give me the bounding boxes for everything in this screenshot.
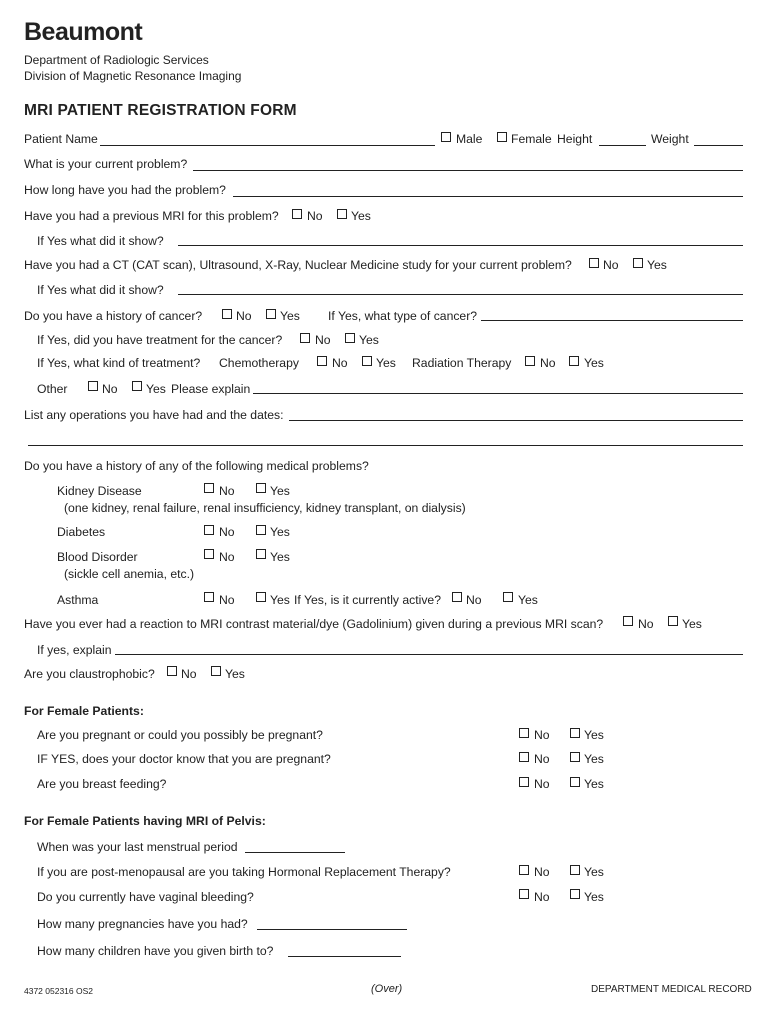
weight-field[interactable] [694,145,743,146]
doctor-know-yes-label: Yes [584,752,604,766]
doctor-know-yes-checkbox[interactable] [570,752,580,762]
prev-mri-yes-label: Yes [351,209,371,223]
asthma-yes-checkbox[interactable] [256,592,266,602]
current-problem-label: What is your current problem? [24,157,188,171]
doctor-know-no-label: No [534,752,550,766]
pregnancies-label: How many pregnancies have you had? [37,917,248,931]
reaction-explain-field[interactable] [115,654,743,655]
bleeding-no-checkbox[interactable] [519,889,529,899]
ct-show-field[interactable] [178,294,743,295]
asthma-no-label: No [219,593,235,607]
male-checkbox[interactable] [441,132,451,142]
reaction-no-label: No [638,617,654,631]
department-name: Department of Radiologic Services [24,53,209,67]
claustro-no-checkbox[interactable] [167,666,177,676]
pregnant-yes-label: Yes [584,728,604,742]
claustro-yes-checkbox[interactable] [211,666,221,676]
hrt-label: If you are post-menopausal are you taking Hormonal Replacement Therapy? [37,865,451,879]
female-section-heading: For Female Patients: [24,704,144,718]
chemo-yes-checkbox[interactable] [362,356,372,366]
other-yes-checkbox[interactable] [132,381,142,391]
pelvis-section-heading: For Female Patients having MRI of Pelvis: [24,814,266,828]
height-field[interactable] [599,145,646,146]
cancer-label: Do you have a history of cancer? [24,309,203,323]
med-problems-label: Do you have a history of any of the following medical problems? [24,459,369,473]
blood-note: (sickle cell anemia, etc.) [64,567,195,581]
asthma-active-no-checkbox[interactable] [452,592,462,602]
how-long-field[interactable] [233,196,743,197]
reaction-label: Have you ever had a reaction to MRI contrast material/dye (Gadolinium) given during a previous MRI scan? [24,617,604,631]
doctor-know-no-checkbox[interactable] [519,752,529,762]
diabetes-yes-checkbox[interactable] [256,525,266,535]
pregnant-label: Are you pregnant or could you possibly be pregnant? [37,728,323,742]
hrt-no-label: No [534,865,550,879]
radiation-yes-label: Yes [584,356,604,370]
kidney-no-label: No [219,484,235,498]
blood-label: Blood Disorder [57,550,138,564]
blood-no-label: No [219,550,235,564]
bleeding-yes-checkbox[interactable] [570,889,580,899]
bleeding-label: Do you currently have vaginal bleeding? [37,890,254,904]
reaction-no-checkbox[interactable] [623,616,633,626]
female-label: Female [511,132,552,146]
breastfeed-no-label: No [534,777,550,791]
operations-label: List any operations you have had and the dates: [24,408,284,422]
cancer-yes-label: Yes [280,309,300,323]
claustro-label: Are you claustrophobic? [24,667,155,681]
other-label: Other [37,382,68,396]
kidney-yes-checkbox[interactable] [256,483,266,493]
children-field[interactable] [288,956,401,957]
prev-mri-show-field[interactable] [178,245,743,246]
treatment-yes-checkbox[interactable] [345,333,355,343]
chemo-yes-label: Yes [376,356,396,370]
blood-yes-checkbox[interactable] [256,549,266,559]
ct-yes-label: Yes [647,258,667,272]
prev-mri-label: Have you had a previous MRI for this problem? [24,209,279,223]
radiation-no-checkbox[interactable] [525,356,535,366]
radiation-yes-checkbox[interactable] [569,356,579,366]
prev-mri-show-label: If Yes what did it show? [37,234,164,248]
cancer-no-checkbox[interactable] [222,309,232,319]
other-no-label: No [102,382,118,396]
height-label: Height [557,132,593,146]
menstrual-label: When was your last menstrual period [37,840,238,854]
cancer-no-label: No [236,309,252,323]
weight-label: Weight [651,132,689,146]
diabetes-no-label: No [219,525,235,539]
radiation-no-label: No [540,356,556,370]
hrt-yes-label: Yes [584,865,604,879]
chemo-no-label: No [332,356,348,370]
blood-no-checkbox[interactable] [204,549,214,559]
ct-no-checkbox[interactable] [589,258,599,268]
patient-name-label: Patient Name [24,132,98,146]
asthma-no-checkbox[interactable] [204,592,214,602]
patient-name-field[interactable] [100,145,435,146]
asthma-active-yes-checkbox[interactable] [503,592,513,602]
children-label: How many children have you given birth to? [37,944,274,958]
reaction-explain-label: If yes, explain [37,643,112,657]
pregnant-no-label: No [534,728,550,742]
pregnant-yes-checkbox[interactable] [570,728,580,738]
kidney-no-checkbox[interactable] [204,483,214,493]
treatment-kind-label: If Yes, what kind of treatment? [37,356,201,370]
please-explain-label: Please explain [171,382,251,396]
male-label: Male [456,132,483,146]
cancer-type-field[interactable] [481,320,743,321]
asthma-label: Asthma [57,593,99,607]
ct-show-label: If Yes what did it show? [37,283,164,297]
menstrual-field[interactable] [245,852,345,853]
kidney-yes-label: Yes [270,484,290,498]
cancer-type-label: If Yes, what type of cancer? [328,309,478,323]
female-checkbox[interactable] [497,132,507,142]
division-name: Division of Magnetic Resonance Imaging [24,69,242,83]
hrt-yes-checkbox[interactable] [570,865,580,875]
asthma-yes-label: Yes [270,593,290,607]
operations-field[interactable] [289,420,743,421]
prev-mri-yes-checkbox[interactable] [337,209,347,219]
pregnancies-field[interactable] [257,929,407,930]
operations-field-2[interactable] [28,445,743,446]
breastfeed-no-checkbox[interactable] [519,777,529,787]
asthma-active-no-label: No [466,593,482,607]
radiation-label: Radiation Therapy [412,356,512,370]
diabetes-label: Diabetes [57,525,106,539]
reaction-yes-label: Yes [682,617,702,631]
treatment-no-checkbox[interactable] [300,333,310,343]
bleeding-yes-label: Yes [584,890,604,904]
pregnant-no-checkbox[interactable] [519,728,529,738]
other-no-checkbox[interactable] [88,381,98,391]
form-code: 4372 052316 OS2 [24,986,94,996]
chemo-no-checkbox[interactable] [317,356,327,366]
cancer-treatment-label: If Yes, did you have treatment for the cancer? [37,333,283,347]
claustro-no-label: No [181,667,197,681]
other-explain-field[interactable] [253,393,743,394]
kidney-note: (one kidney, renal failure, renal insufficiency, kidney transplant, on dialysis) [64,501,466,515]
treatment-no-label: No [315,333,331,347]
diabetes-no-checkbox[interactable] [204,525,214,535]
how-long-label: How long have you had the problem? [24,183,226,197]
hrt-no-checkbox[interactable] [519,865,529,875]
beaumont-logo: Beaumont [24,18,143,46]
doctor-know-label: IF YES, does your doctor know that you are pregnant? [37,752,331,766]
chemo-label: Chemotherapy [219,356,299,370]
asthma-active-label: If Yes, is it currently active? [294,593,441,607]
kidney-label: Kidney Disease [57,484,142,498]
treatment-yes-label: Yes [359,333,379,347]
blood-yes-label: Yes [270,550,290,564]
prev-mri-no-checkbox[interactable] [292,209,302,219]
breastfeed-yes-label: Yes [584,777,604,791]
diabetes-yes-label: Yes [270,525,290,539]
other-yes-label: Yes [146,382,166,396]
current-problem-field[interactable] [193,170,743,171]
ct-yes-checkbox[interactable] [633,258,643,268]
ct-no-label: No [603,258,619,272]
claustro-yes-label: Yes [225,667,245,681]
breastfeed-label: Are you breast feeding? [37,777,167,791]
form-title: MRI PATIENT REGISTRATION FORM [24,102,297,119]
asthma-active-yes-label: Yes [518,593,538,607]
bleeding-no-label: No [534,890,550,904]
department-medical-record: DEPARTMENT MEDICAL RECORD [591,984,752,995]
breastfeed-yes-checkbox[interactable] [570,777,580,787]
ct-study-label: Have you had a CT (CAT scan), Ultrasound, X-Ray, Nuclear Medicine study for your current problem? [24,258,572,272]
prev-mri-no-label: No [307,209,323,223]
reaction-yes-checkbox[interactable] [668,616,678,626]
over-note: (Over) [371,983,403,995]
cancer-yes-checkbox[interactable] [266,309,276,319]
